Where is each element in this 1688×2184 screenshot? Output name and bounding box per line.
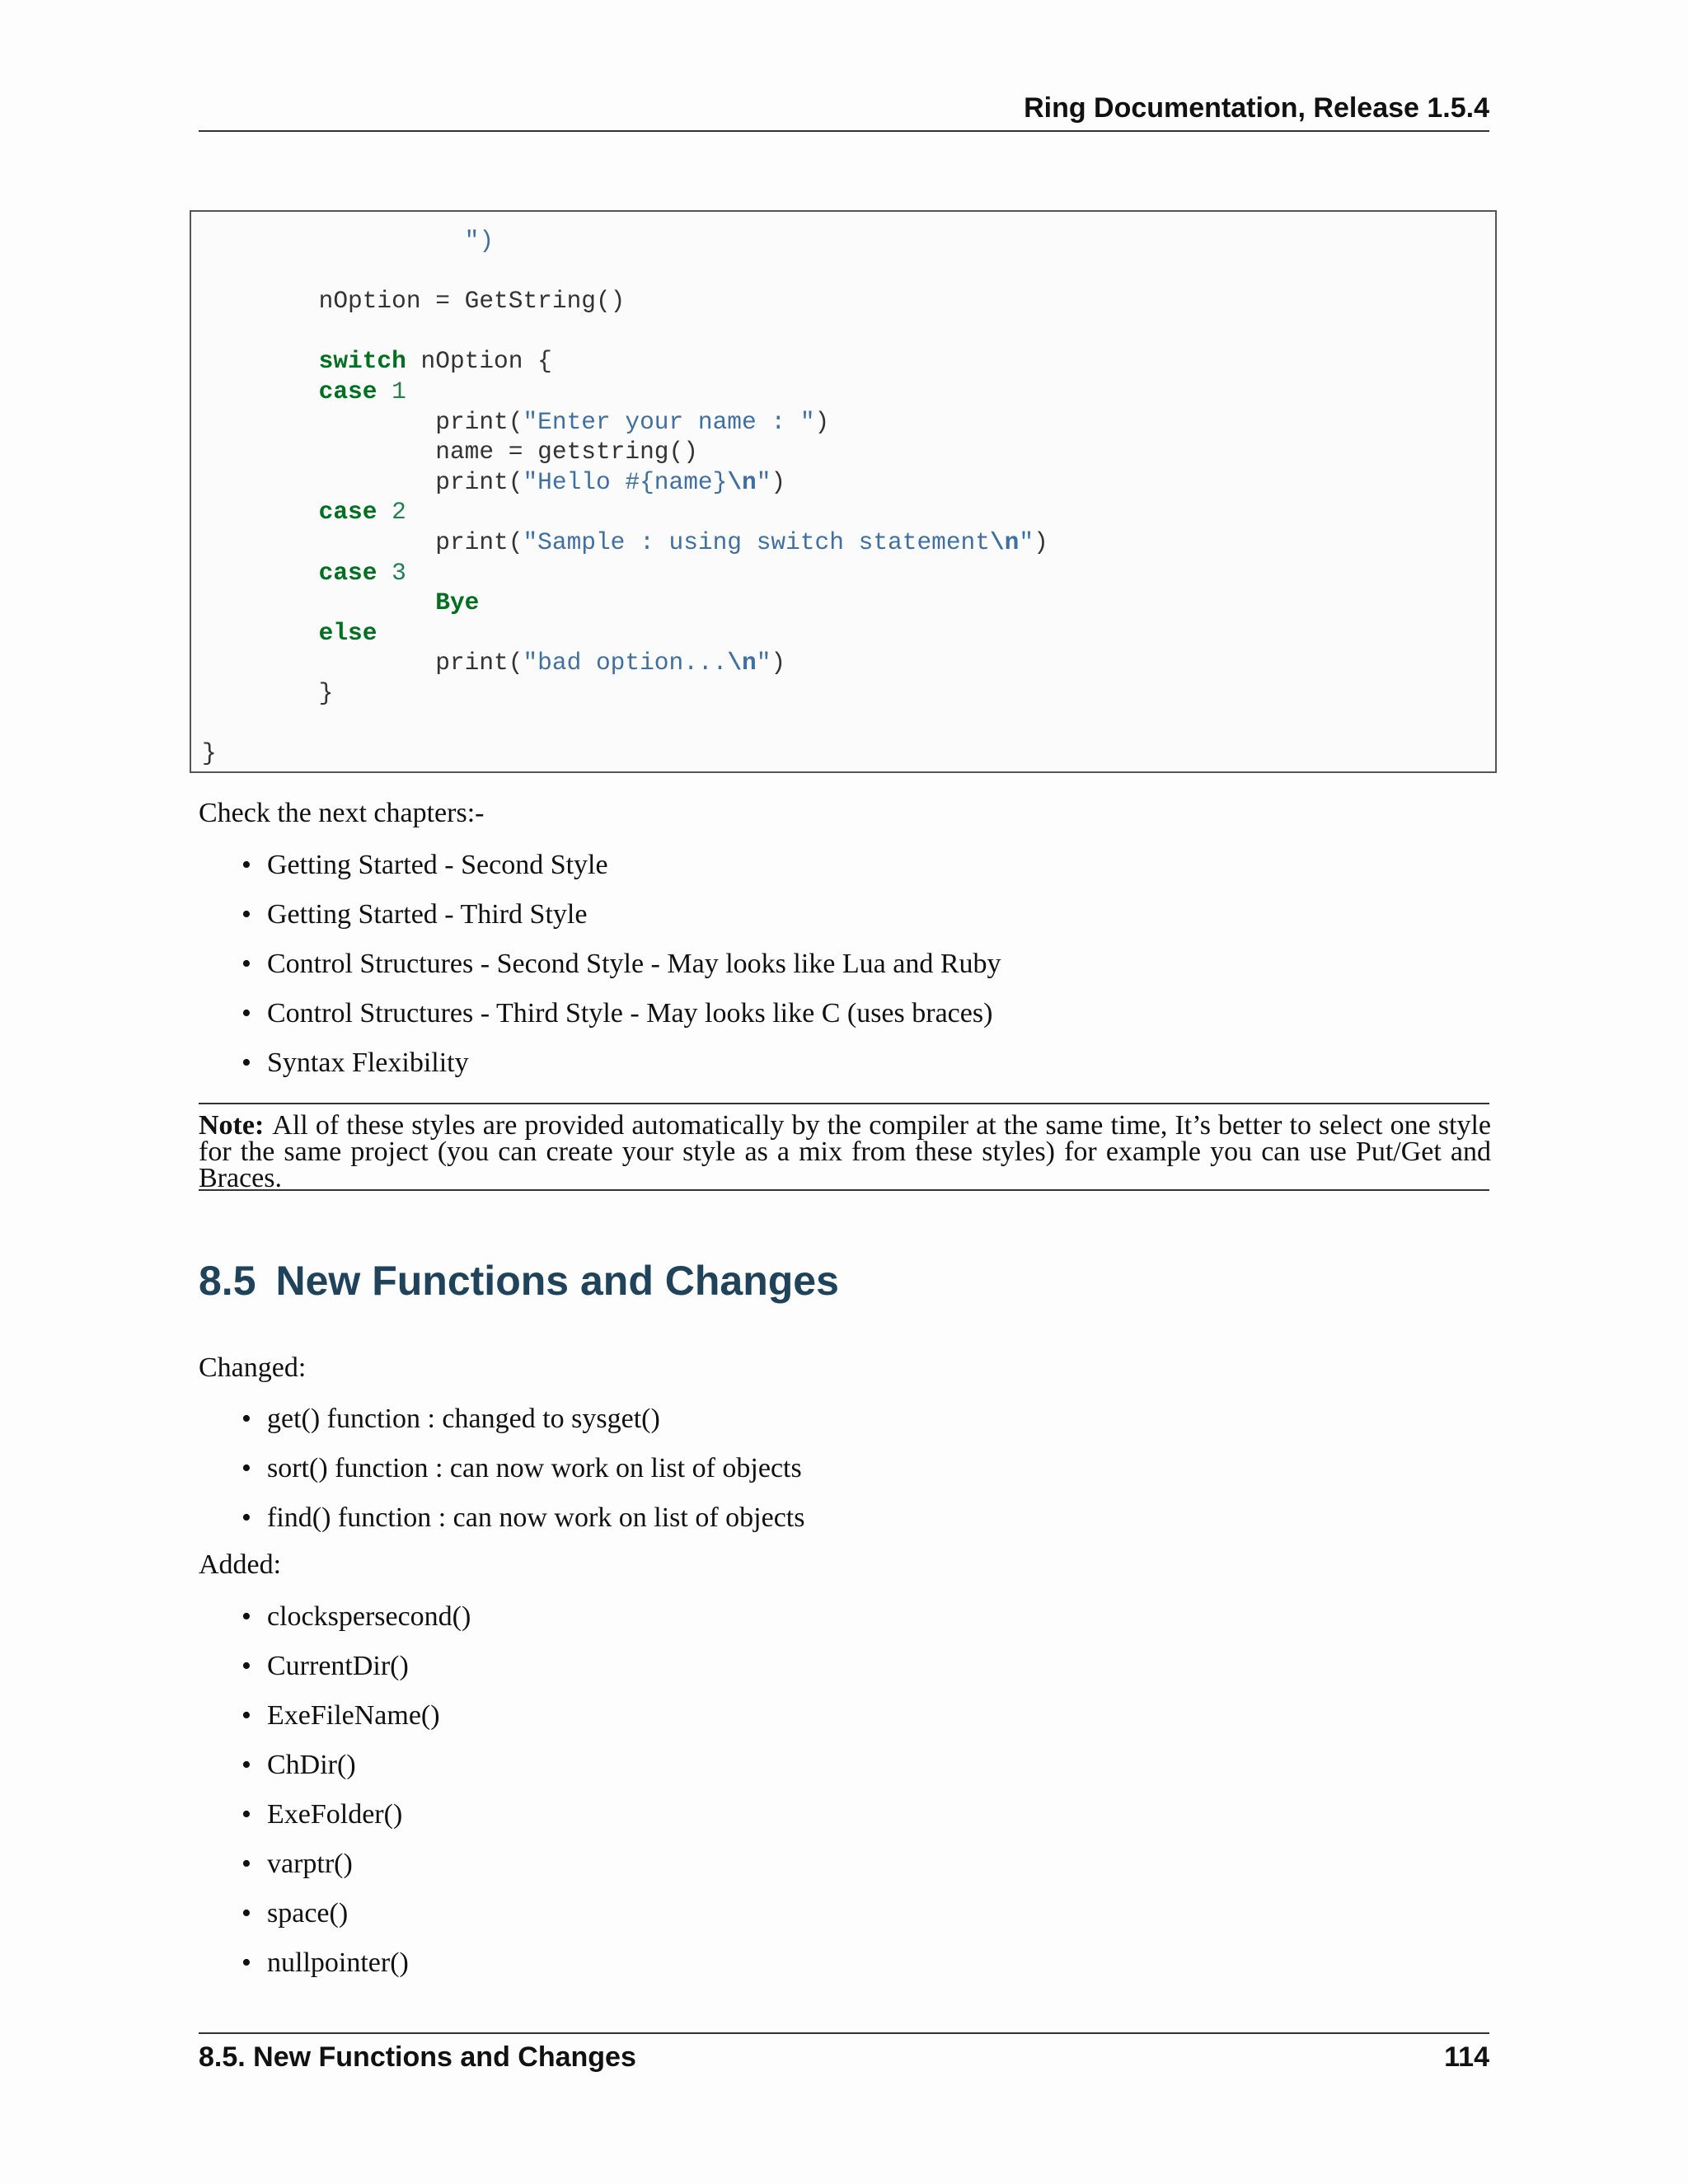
footer-divider xyxy=(199,2032,1489,2034)
note-box xyxy=(199,1110,1491,1193)
code-escape: \n xyxy=(989,527,1020,556)
code-text: ) xyxy=(814,407,830,436)
code-text: ) xyxy=(771,467,786,496)
note-label: Note: xyxy=(199,1110,265,1141)
note-bottom-divider xyxy=(199,1189,1489,1191)
code-string: ") xyxy=(464,227,495,255)
code-number: 1 xyxy=(392,377,406,405)
code-keyword: case xyxy=(318,558,377,587)
section-heading xyxy=(199,1257,839,1305)
list-item: • find() function : can now work on list of objects xyxy=(0,1502,804,1551)
list-item: • Control Structures - Second Style - May looks like Lua and Ruby xyxy=(0,948,1001,997)
list-item: • sort() function : can now work on list of objects xyxy=(0,1452,804,1502)
list-item: • ExeFileName() xyxy=(0,1699,471,1749)
code-escape: \n xyxy=(727,467,757,496)
code-text: ) xyxy=(771,649,786,677)
list-item: • CurrentDir() xyxy=(0,1650,471,1699)
code-keyword: case xyxy=(318,377,377,405)
added-label: Added: xyxy=(199,1549,282,1580)
code-text: ) xyxy=(1034,527,1048,556)
page-number: 114 xyxy=(1444,2041,1489,2073)
list-item: • nullpointer() xyxy=(0,1947,471,1996)
code-keyword: switch xyxy=(318,347,406,376)
added-list xyxy=(0,1601,471,1996)
intro-text: Check the next chapters:- xyxy=(199,798,485,828)
list-item: • ChDir() xyxy=(0,1749,471,1798)
code-escape: \n xyxy=(727,649,757,677)
list-item: • Getting Started - Third Style xyxy=(0,898,1001,948)
code-text: print( xyxy=(435,467,523,496)
list-item: • Control Structures - Third Style - May looks like C (uses braces) xyxy=(0,997,1001,1047)
code-string: "Sample : using switch statement xyxy=(523,527,990,556)
code-keyword: Bye xyxy=(435,588,480,617)
code-keyword: case xyxy=(318,498,377,527)
note-text: All of these styles are provided automatically by the compiler at the same time, It’s better to select one style for the same project (you can create your style as a mix from these styles) for example you can use Put/Get and Braces. xyxy=(199,1110,1491,1193)
running-header: Ring Documentation, Release 1.5.4 xyxy=(1024,92,1489,124)
list-item: • Syntax Flexibility xyxy=(0,1047,1001,1096)
code-brace: } xyxy=(202,739,217,768)
list-item: • clockspersecond() xyxy=(0,1601,471,1650)
code-string: "bad option... xyxy=(523,649,728,677)
code-listing xyxy=(202,226,1048,769)
list-item: • ExeFolder() xyxy=(0,1798,471,1848)
section-number: 8.5 xyxy=(199,1258,256,1304)
list-item: • space() xyxy=(0,1897,471,1947)
section-title-text: New Functions and Changes xyxy=(275,1258,839,1304)
code-text: nOption { xyxy=(406,347,552,376)
code-number: 2 xyxy=(392,498,406,527)
changed-list xyxy=(0,1403,804,1551)
code-string: " xyxy=(756,649,771,677)
note-top-divider xyxy=(199,1103,1489,1104)
footer-section-title: 8.5. New Functions and Changes xyxy=(199,2041,636,2073)
list-item: • Getting Started - Second Style xyxy=(0,849,1001,898)
code-block xyxy=(190,210,1497,773)
code-number: 3 xyxy=(392,558,406,587)
code-text: print( xyxy=(435,407,523,436)
code-string: " xyxy=(1019,527,1034,556)
code-keyword: else xyxy=(318,618,377,647)
code-text: print( xyxy=(435,527,523,556)
list-item: • varptr() xyxy=(0,1848,471,1897)
code-string: "Hello #{name} xyxy=(523,467,728,496)
code-string: "Enter your name : " xyxy=(523,407,815,436)
code-text: print( xyxy=(435,649,523,677)
code-brace: } xyxy=(318,678,334,707)
code-line: nOption = GetString() xyxy=(318,287,626,316)
list-item: • get() function : changed to sysget() xyxy=(0,1403,804,1452)
header-divider xyxy=(199,130,1489,132)
code-string: " xyxy=(756,467,771,496)
chapters-list xyxy=(0,849,1001,1096)
changed-label: Changed: xyxy=(199,1352,307,1383)
code-line: name = getstring() xyxy=(435,438,698,466)
